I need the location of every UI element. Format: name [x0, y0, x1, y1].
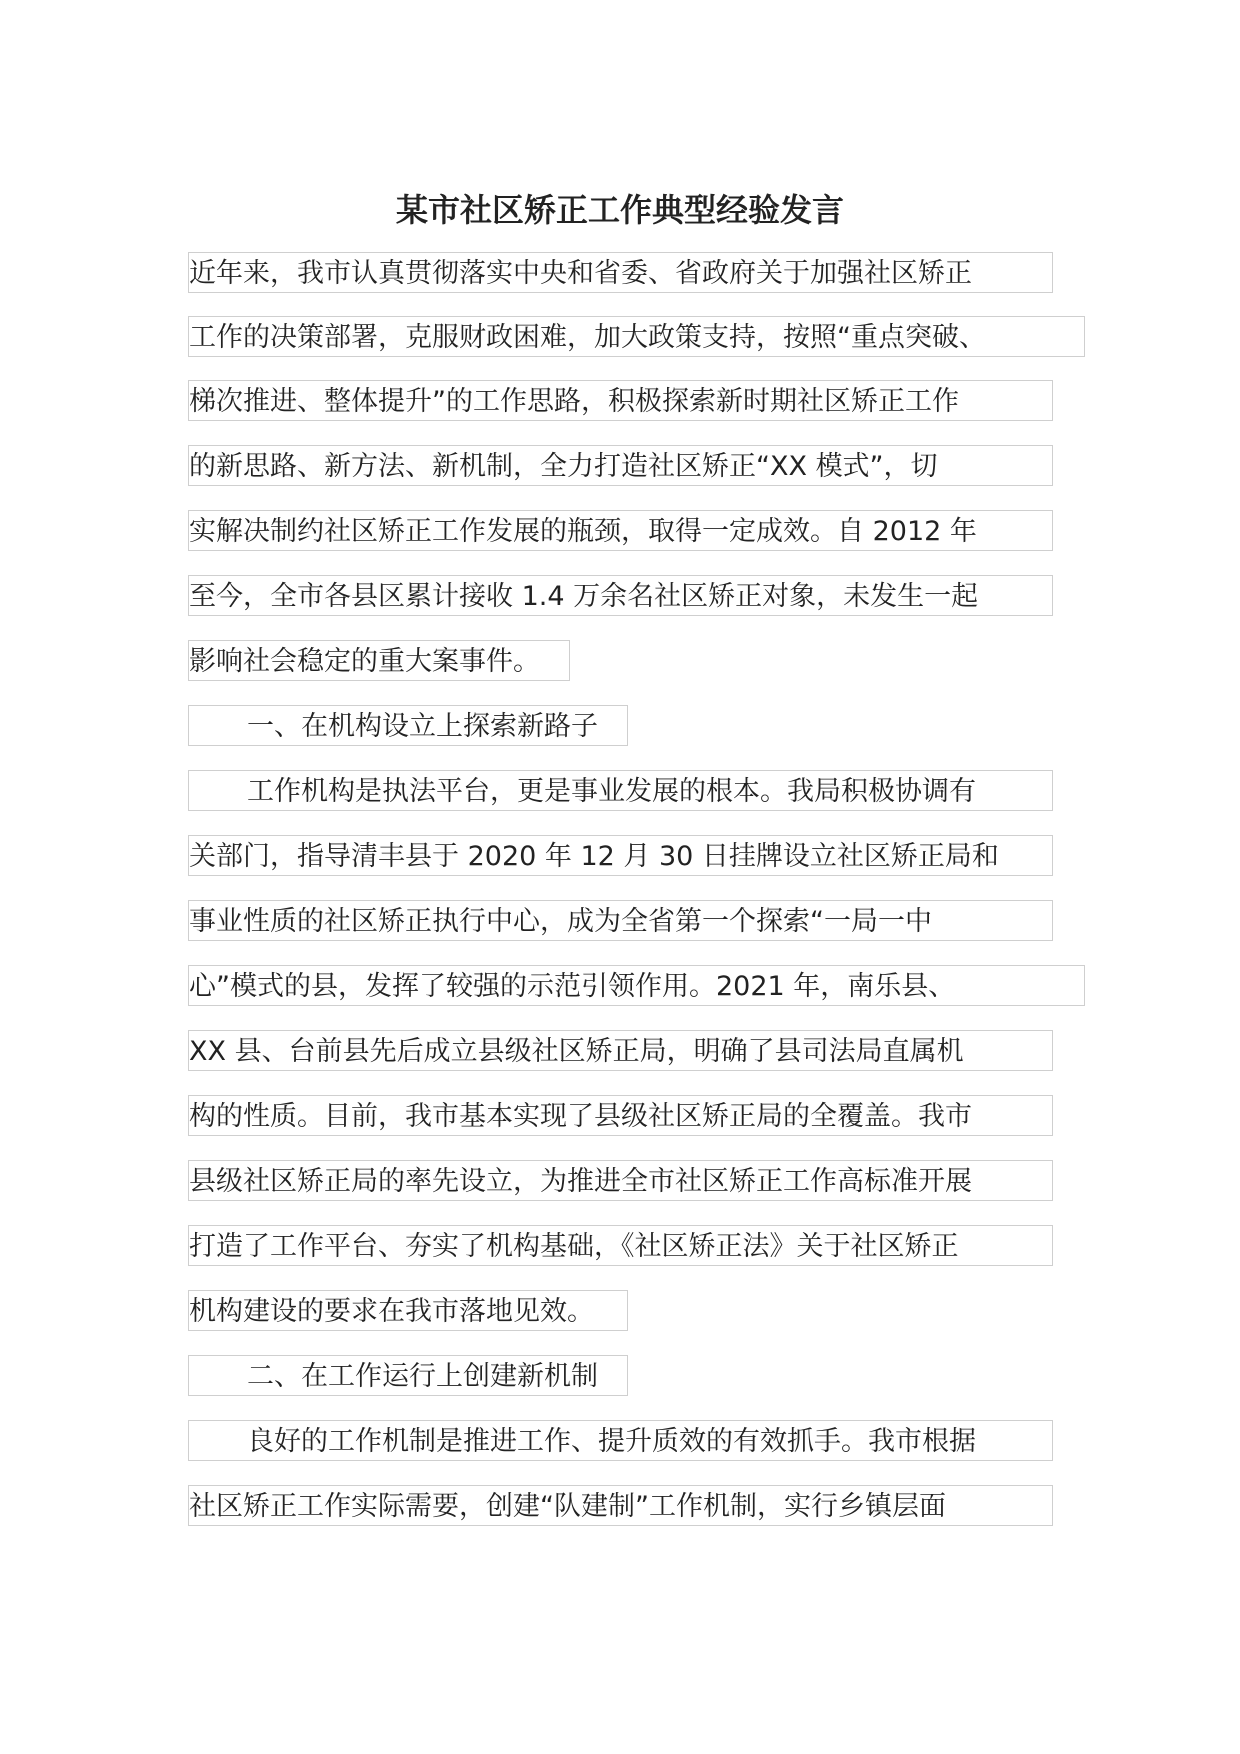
text-line: 梯次推进、整体提升”的工作思路，积极探索新时期社区矫正工作 — [188, 380, 1053, 421]
text-line: 工作的决策部署，克服财政困难，加大政策支持，按照“重点突破、 — [188, 316, 1085, 357]
text-line: 构的性质。目前，我市基本实现了县级社区矫正局的全覆盖。我市 — [188, 1095, 1053, 1136]
text-line: 至今，全市各县区累计接收 1.4 万余名社区矫正对象，未发生一起 — [188, 575, 1053, 616]
text-line: 打造了工作平台、夯实了机构基础，《社区矫正法》关于社区矫正 — [188, 1225, 1053, 1266]
text-line: 实解决制约社区矫正工作发展的瓶颈，取得一定成效。自 2012 年 — [188, 510, 1053, 551]
section-heading: 一、在机构设立上探索新路子 — [188, 705, 628, 746]
section-heading: 二、在工作运行上创建新机制 — [188, 1355, 628, 1396]
text-line: 的新思路、新方法、新机制，全力打造社区矫正“XX 模式”，切 — [188, 445, 1053, 486]
text-line: 良好的工作机制是推进工作、提升质效的有效抓手。我市根据 — [188, 1420, 1053, 1461]
text-line: 工作机构是执法平台，更是事业发展的根本。我局积极协调有 — [188, 770, 1053, 811]
text-line: 关部门，指导清丰县于 2020 年 12 月 30 日挂牌设立社区矫正局和 — [188, 835, 1053, 876]
text-line: 机构建设的要求在我市落地见效。 — [188, 1290, 628, 1331]
text-line: 心”模式的县，发挥了较强的示范引领作用。2021 年，南乐县、 — [188, 965, 1085, 1006]
page-title: 某市社区矫正工作典型经验发言 — [395, 191, 844, 229]
text-line: 事业性质的社区矫正执行中心，成为全省第一个探索“一局一中 — [188, 900, 1053, 941]
text-line: 社区矫正工作实际需要，创建“队建制”工作机制，实行乡镇层面 — [188, 1485, 1053, 1526]
text-line: XX 县、台前县先后成立县级社区矫正局，明确了县司法局直属机 — [188, 1030, 1053, 1071]
text-line: 影响社会稳定的重大案事件。 — [188, 640, 570, 681]
text-line: 县级社区矫正局的率先设立，为推进全市社区矫正工作高标准开展 — [188, 1160, 1053, 1201]
text-line: 近年来，我市认真贯彻落实中央和省委、省政府关于加强社区矫正 — [188, 252, 1053, 293]
